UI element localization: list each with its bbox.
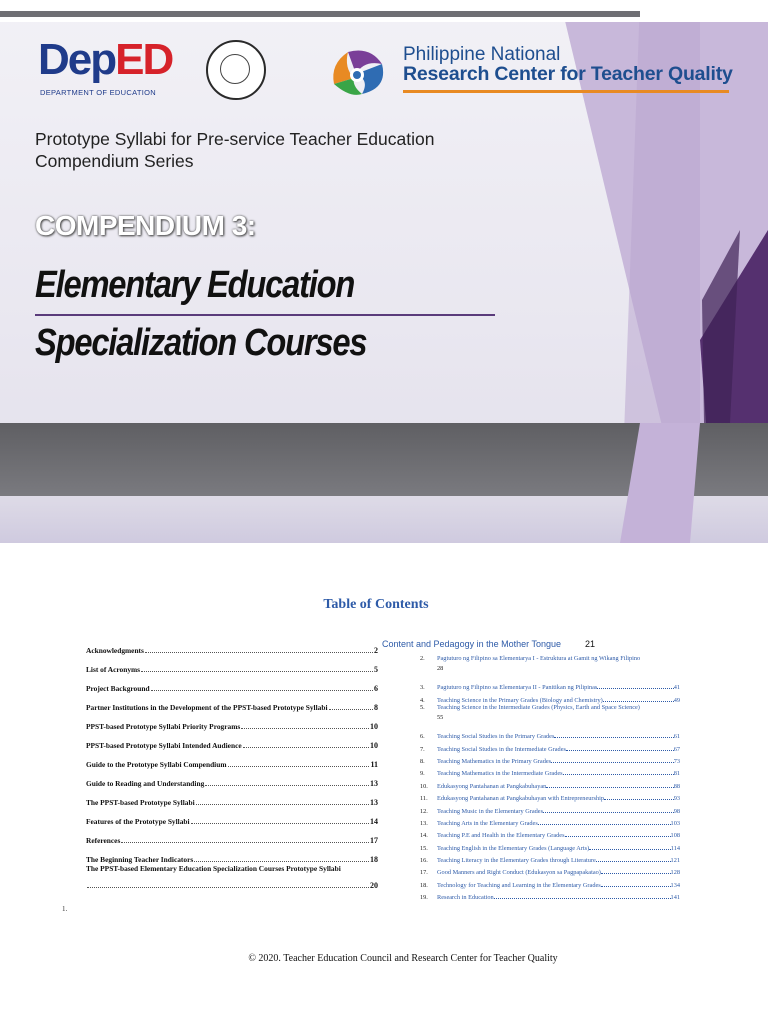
deped-logo: DepED DEPARTMENT OF EDUCATION	[38, 35, 173, 97]
toc-entry[interactable]	[420, 753, 680, 765]
toc-entry-page: 93	[673, 795, 680, 803]
toc-leader	[87, 887, 369, 888]
toc-entry[interactable]	[420, 790, 680, 802]
toc-entry-label: Good Manners and Right Conduct (Edukasyon sa Pagpapakatao)	[437, 869, 601, 877]
rctq-name-line1: Philippine National	[403, 44, 561, 65]
toc-entry-page: 14	[370, 817, 378, 826]
toc-leader	[151, 690, 373, 691]
cover-title-line1: Elementary Education	[35, 264, 355, 306]
toc-leader	[597, 688, 673, 689]
toc-leader	[603, 701, 674, 702]
toc-entry[interactable]	[420, 740, 680, 752]
toc-entry-label: Teaching Arts in the Elementary Grades	[437, 819, 538, 827]
toc-entry[interactable]	[420, 852, 680, 864]
toc-entry-page: 121	[670, 857, 680, 865]
toc-leader	[329, 709, 373, 710]
toc-entry-page: 108	[670, 832, 680, 840]
toc-entry-label: Acknowledgments	[86, 646, 144, 655]
toc-entry-number: 2.	[420, 655, 425, 662]
toc-entry[interactable]	[86, 864, 378, 896]
toc-entry[interactable]	[86, 712, 378, 731]
toc-entry[interactable]	[420, 679, 680, 691]
toc-leader	[596, 861, 671, 862]
series-title: Prototype Syllabi for Pre-service Teacher Education Compendium Series	[35, 129, 435, 171]
toc-entry[interactable]	[420, 691, 680, 703]
toc-entry-page: 20	[370, 881, 378, 890]
toc-leader	[589, 849, 671, 850]
toc-entry-label: Teaching Mathematics in the Primary Grades	[437, 757, 552, 765]
toc-leader	[205, 785, 369, 786]
toc-entry[interactable]	[86, 674, 378, 693]
toc-entry-page: 141	[670, 894, 680, 902]
toc-entry-number: 19.	[420, 894, 428, 902]
toc-leader	[565, 836, 671, 837]
toc-content-heading[interactable]: Content and Pedagogy in the Mother Tongue 21	[382, 639, 595, 649]
toc-entry[interactable]	[420, 815, 680, 827]
toc-entry-number: 12.	[420, 807, 428, 815]
toc-entry-page: 128	[670, 869, 680, 877]
toc-leader	[141, 671, 373, 672]
cover-title-line2: Specialization Courses	[35, 322, 367, 364]
toc-leader	[243, 747, 369, 748]
toc-entry-label: List of Acronyms	[86, 665, 141, 674]
toc-entry-number: 7.	[420, 745, 425, 753]
toc-entry[interactable]	[86, 731, 378, 750]
toc-entry[interactable]	[86, 826, 378, 845]
toc-entry-page: 81	[673, 770, 680, 778]
toc-entry-label: References	[86, 836, 121, 845]
toc-entry[interactable]	[420, 876, 680, 888]
toc-entry-page: 13	[370, 779, 378, 788]
toc-entry-page: 18	[370, 855, 378, 864]
toc-leader	[546, 787, 673, 788]
toc-entry-number: 8.	[420, 757, 425, 765]
toc-entry[interactable]	[86, 788, 378, 807]
toc-entry-label: Features of the Prototype Syllabi	[86, 817, 190, 826]
toc-entry-label: Teaching Mathematics in the Intermediate Grades	[437, 770, 563, 778]
toc-entry-label: Teaching Literacy in the Elementary Grades through Literature	[437, 857, 596, 865]
toc-entry-label: Guide to Reading and Understanding	[86, 779, 205, 788]
toc-entry-number: 14.	[420, 832, 428, 840]
toc-entry[interactable]	[420, 827, 680, 839]
toc-entry-label: Research in Education	[437, 894, 494, 902]
toc-leader	[145, 652, 373, 653]
toc-entry[interactable]	[420, 655, 680, 679]
toc-leader	[554, 737, 673, 738]
toc-leader	[601, 886, 671, 887]
toc-entry[interactable]	[420, 704, 680, 728]
toc-entry[interactable]	[86, 693, 378, 712]
toc-entry-number: 16.	[420, 857, 428, 865]
toc-entry-page: 6	[374, 684, 378, 693]
toc-entry-label: Guide to the Prototype Syllabi Compendium	[86, 760, 227, 769]
toc-leader	[543, 812, 674, 813]
toc-entry-label: Teaching Science in the Primary Grades (Biology and Chemistry)	[437, 696, 603, 704]
toc-leader	[551, 762, 674, 763]
toc-entry-number: 13.	[420, 819, 428, 827]
toc-leader	[566, 750, 674, 751]
toc-entry-number: 3.	[420, 684, 425, 692]
toc-entry-page: 8	[374, 703, 378, 712]
toc-entry-label: Teaching Science in the Intermediate Grades (Physics, Earth and Space Science)	[437, 703, 640, 711]
stray-list-marker: 1.	[62, 905, 68, 913]
compendium-label: COMPENDIUM 3:	[35, 210, 256, 241]
toc-right-column	[420, 655, 680, 901]
toc-entry-label: Teaching Music in the Elementary Grades	[437, 807, 544, 815]
toc-entry-label: Project Background	[86, 684, 150, 693]
toc-entry[interactable]	[86, 769, 378, 788]
toc-entry-number: 10.	[420, 782, 428, 790]
toc-entry[interactable]	[86, 807, 378, 826]
toc-entry[interactable]	[420, 839, 680, 851]
toc-leader	[494, 898, 671, 899]
toc-entry-number: 9.	[420, 770, 425, 778]
toc-entry[interactable]	[86, 655, 378, 674]
toc-entry-page: 114	[670, 844, 680, 852]
toc-leader	[121, 842, 369, 843]
toc-entry-label: Teaching English in the Elementary Grades (Language Arts)	[437, 844, 590, 852]
toc-entry-label: The PPST-based Elementary Education Specialization Courses Prototype Syllabi	[86, 864, 341, 873]
toc-entry-label: Teaching Social Studies in the Primary Grades	[437, 733, 555, 741]
toc-entry-label: PPST-based Prototype Syllabi Priority Programs	[86, 722, 241, 731]
toc-entry-page: 17	[370, 836, 378, 845]
toc-leader	[604, 799, 674, 800]
toc-entry-page: 98	[673, 807, 680, 815]
toc-entry-page: 49	[673, 696, 680, 704]
toc-leader	[196, 804, 369, 805]
toc-entry-number: 6.	[420, 733, 425, 741]
toc-leader	[601, 873, 671, 874]
toc-entry-page: 13	[370, 798, 378, 807]
toc-entry-label: The Beginning Teacher Indicators	[86, 855, 194, 864]
toc-leader	[228, 766, 370, 767]
toc-entry-label: Pagtuturo ng Filipino sa Elementarya II - Panitikan ng Pilipinas	[437, 684, 598, 692]
toc-entry-label: The PPST-based Prototype Syllabi	[86, 798, 195, 807]
toc-entry-page: 55	[437, 713, 444, 721]
toc-entry-page: 28	[437, 665, 444, 672]
toc-title: Table of Contents	[323, 597, 429, 612]
toc-entry-number: 17.	[420, 869, 428, 877]
toc-entry-label: Pagtuturo ng Filipino sa Elementarya I - Estruktura at Gamit ng Wikang Filipino	[437, 655, 641, 662]
toc-entry[interactable]	[86, 636, 378, 655]
toc-entry-number: 15.	[420, 844, 428, 852]
toc-entry-page: 2	[374, 646, 378, 655]
toc-entry-page: 10	[370, 741, 378, 750]
toc-entry-page: 67	[673, 745, 680, 753]
toc-entry-page: 103	[670, 819, 680, 827]
toc-leader	[194, 861, 369, 862]
toc-entry[interactable]	[420, 777, 680, 789]
toc-entry-label: Edukasyong Pantahanan at Pangkabuhayan with Entrepreneurship	[437, 795, 604, 803]
toc-entry[interactable]	[420, 765, 680, 777]
toc-entry-number: 4.	[420, 696, 425, 704]
toc-entry-label: Edukasyong Pantahanan at Pangkabuhayan	[437, 782, 547, 790]
toc-left-column	[86, 636, 378, 896]
toc-entry[interactable]	[86, 750, 378, 769]
toc-leader	[241, 728, 369, 729]
toc-entry-label: Partner Institutions in the Development of the PPST-based Prototype Syllabi	[86, 703, 328, 712]
toc-entry[interactable]	[420, 802, 680, 814]
toc-entry[interactable]	[420, 889, 680, 901]
toc-entry-page: 134	[670, 881, 680, 889]
rctq-name-line2: Research Center for Teacher Quality	[403, 63, 733, 85]
toc-entry-page: 61	[673, 733, 680, 741]
toc-entry-label: Teaching P.E and Health in the Elementary Grades	[437, 832, 565, 840]
toc-leader	[191, 823, 369, 824]
toc-entry-number: 11.	[420, 795, 428, 803]
toc-entry-page: 88	[673, 782, 680, 790]
toc-leader	[563, 774, 674, 775]
toc-entry-label: PPST-based Prototype Syllabi Intended Audience	[86, 741, 242, 750]
toc-entry[interactable]	[420, 864, 680, 876]
copyright-notice: © 2020. Teacher Education Council and Research Center for Teacher Quality	[248, 953, 558, 964]
toc-entry-number: 18.	[420, 881, 428, 889]
toc-entry-number: 5.	[420, 703, 425, 711]
toc-entry[interactable]	[420, 728, 680, 740]
toc-entry-page: 5	[374, 665, 378, 674]
toc-entry-label: Technology for Teaching and Learning in the Elementary Grades	[437, 881, 601, 889]
toc-entry-page: 41	[673, 684, 680, 692]
toc-entry-page: 73	[673, 757, 680, 765]
toc-entry-page: 10	[370, 722, 378, 731]
toc-entry-page: 11	[370, 760, 378, 769]
toc-entry[interactable]	[86, 845, 378, 864]
toc-leader	[538, 824, 671, 825]
toc-entry-label: Teaching Social Studies in the Intermediate Grades	[437, 745, 566, 753]
